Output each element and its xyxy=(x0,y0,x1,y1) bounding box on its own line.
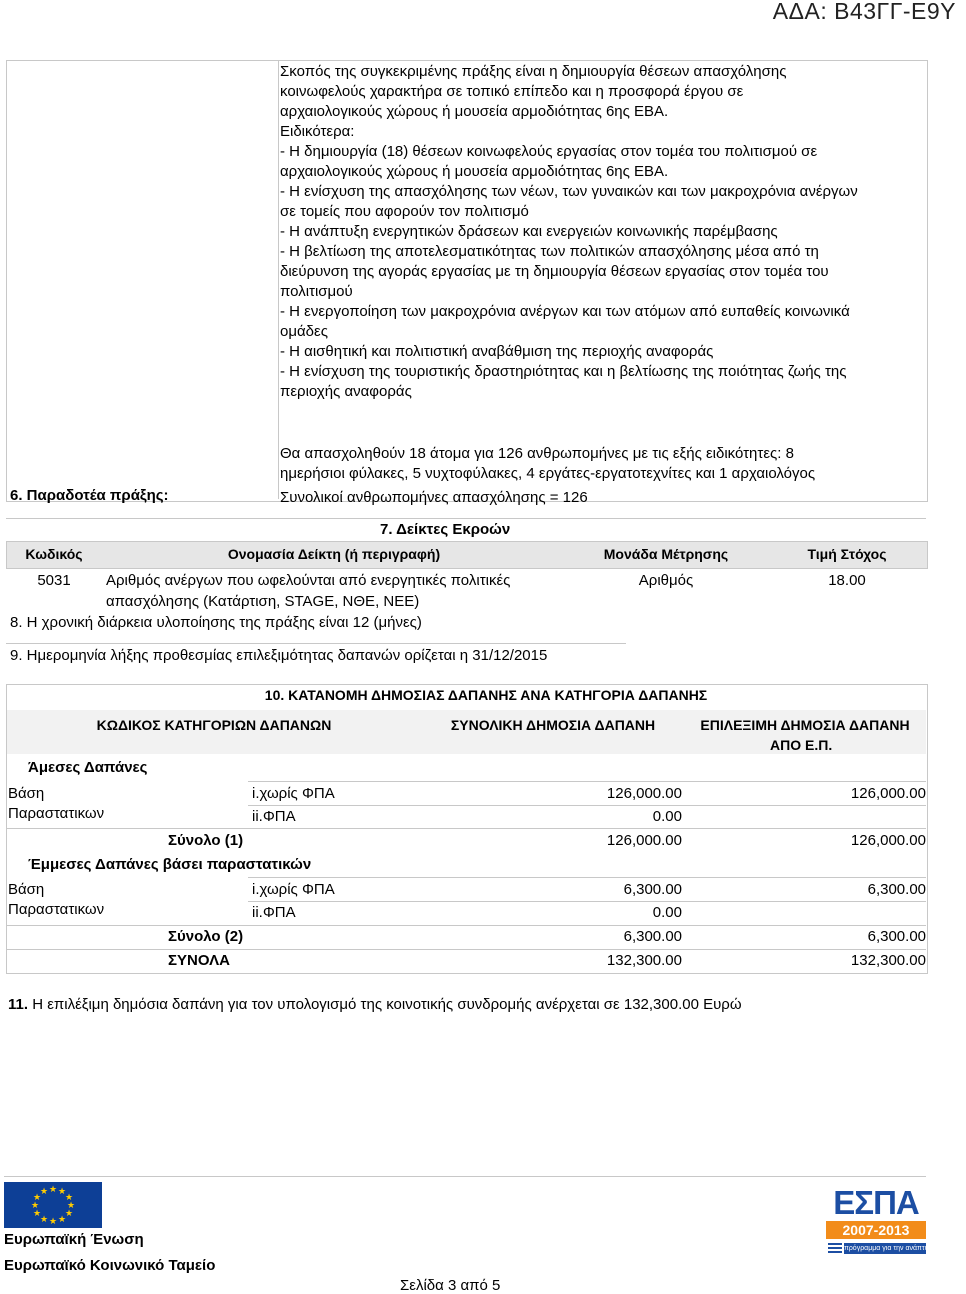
svg-text:★: ★ xyxy=(64,1209,74,1219)
indicator-name-line-2: απασχόλησης (Κατάρτιση, STAGE, ΝΘΕ, ΝΕΕ) xyxy=(106,593,420,610)
indirect-no-vat-label: i.χωρίς ΦΠΑ xyxy=(252,881,335,898)
espa-years: 2007-2013 xyxy=(826,1221,926,1239)
svg-text:★: ★ xyxy=(39,1215,49,1225)
purpose-line: ομάδες xyxy=(280,323,328,340)
indicators-header-target: Τιμή Στόχος xyxy=(807,546,887,562)
svg-text:★: ★ xyxy=(64,1193,74,1203)
direct-costs-title: Άμεσες Δαπάνες xyxy=(28,759,148,776)
eu-line-2: Ευρωπαϊκό Κοινωνικό Ταμείο xyxy=(4,1257,216,1274)
direct-no-vat-eligible: 126,000.00 xyxy=(850,785,926,802)
deadline-text: 9. Ημερομηνία λήξης προθεσμίας επιλεξιμότητας δαπανών ορίζεται η 31/12/2015 xyxy=(10,647,548,664)
purpose-text xyxy=(280,62,940,402)
indicators-header-code: Κωδικός xyxy=(25,546,83,562)
espa-tagline: πρόγραμμα για την ανάπτυξη xyxy=(844,1245,936,1252)
indirect-no-vat-eligible: 6,300.00 xyxy=(867,881,926,898)
purpose-line: αρχαιολογικούς χώρους ή μουσεία αρμοδιότητας 6ης ΕΒΑ. xyxy=(280,163,669,180)
indicators-header-unit: Μονάδα Μέτρησης xyxy=(603,546,729,562)
svg-text:★: ★ xyxy=(57,1187,67,1197)
eligible-note-text: Η επιλέξιμη δημόσια δαπάνη για τον υπολογισμό της κοινοτικής συνδρομής ανέρχεται σε 132,300.00 Ευρώ xyxy=(28,996,742,1013)
indicators-top-rule xyxy=(6,518,926,519)
eligible-note xyxy=(8,995,742,1015)
deadline-top-rule xyxy=(6,643,626,644)
indirect-costs-title: Έμμεσες Δαπάνες βάσει παραστατικών xyxy=(28,856,312,873)
purpose-line: - Η βελτίωση της αποτελεσματικότητας των πολιτικών απασχόλησης μέσα από τη xyxy=(280,243,819,260)
svg-text:★: ★ xyxy=(48,1185,58,1195)
svg-text:★: ★ xyxy=(39,1187,49,1197)
page-number: Σελίδα 3 από 5 xyxy=(400,1277,501,1294)
indirect-rule-2 xyxy=(248,901,926,902)
eu-stars-icon xyxy=(4,1182,102,1228)
allocation-header-eligible-1: ΕΠΙΛΕΞΙΜΗ ΔΗΜΟΣΙΑ ΔΑΠΑΝΗ xyxy=(700,717,910,733)
svg-text:★: ★ xyxy=(30,1201,40,1211)
indicator-target: 18.00 xyxy=(828,572,866,589)
purpose-line: περιοχής αναφοράς xyxy=(280,383,412,400)
direct-rule-1 xyxy=(248,781,926,782)
purpose-label-cell xyxy=(7,61,279,499)
deliverables-line-1: Θα απασχοληθούν 18 άτομα για 126 ανθρωπομήνες με τις εξής ειδικότητες: 8 xyxy=(280,445,794,462)
purpose-line: - Η αισθητική και πολιτιστική αναβάθμιση της περιοχής αναφοράς xyxy=(280,343,714,360)
svg-text:★: ★ xyxy=(32,1193,42,1203)
svg-text:★: ★ xyxy=(48,1217,58,1227)
indirect-subtotal-total: 6,300.00 xyxy=(623,928,682,945)
direct-vat-label: ii.ΦΠΑ xyxy=(252,808,296,825)
direct-rule-3 xyxy=(6,828,926,829)
deliverables-line-2: ημερήσιοι φύλακες, 5 νυχτοφύλακες, 4 εργάτες-εργατοτεχνίτες και 1 αρχαιολόγος xyxy=(280,465,816,482)
indicator-name-line-1: Αριθμός ανέργων που ωφελούνται από ενεργητικές πολιτικές xyxy=(106,572,511,589)
duration-text: 8. Η χρονική διάρκεια υλοποίησης της πράξης είναι 12 (μήνες) xyxy=(10,614,422,631)
deliverables-label: 6. Παραδοτέα πράξης: xyxy=(10,487,169,504)
direct-no-vat-label: i.χωρίς ΦΠΑ xyxy=(252,785,335,802)
eu-flag xyxy=(4,1182,102,1228)
purpose-line: διεύρυνση της αγοράς εργασίας με τη δημιουργία θέσεων εργασίας στον τομέα του xyxy=(280,263,829,280)
svg-text:★: ★ xyxy=(66,1201,76,1211)
indirect-rule-3 xyxy=(6,925,926,926)
indirect-base-label-1: Βάση xyxy=(8,881,45,898)
purpose-line: πολιτισμού xyxy=(280,283,353,300)
espa-text: ΕΣΠΑ xyxy=(833,1184,919,1221)
svg-text:★: ★ xyxy=(32,1209,42,1219)
eu-line-1: Ευρωπαϊκή Ένωση xyxy=(4,1231,144,1248)
direct-subtotal-total: 126,000.00 xyxy=(606,832,682,849)
direct-no-vat-total: 126,000.00 xyxy=(606,785,682,802)
allocation-title: 10. ΚΑΤΑΝΟΜΗ ΔΗΜΟΣΙΑΣ ΔΑΠΑΝΗΣ ΑΝΑ ΚΑΤΗΓΟΡΙΑ ΔΑΠΑΝΗΣ xyxy=(264,687,708,703)
totals-eligible: 132,300.00 xyxy=(850,952,926,969)
indirect-rule-1 xyxy=(248,877,926,878)
allocation-header-total: ΣΥΝΟΛΙΚΗ ΔΗΜΟΣΙΑ ΔΑΠΑΝΗ xyxy=(450,717,656,733)
indirect-base-label-2: Παραστατικων xyxy=(8,901,105,918)
indicator-unit: Αριθμός xyxy=(638,572,694,589)
greek-flag-icon xyxy=(828,1243,842,1253)
purpose-line: - Η ενεργοποίηση των μακροχρόνια ανέργων και των ατόμων από ευπαθείς κοινωνικά xyxy=(280,303,850,320)
indicators-title: 7. Δείκτες Εκροών xyxy=(380,521,511,538)
totals-total: 132,300.00 xyxy=(606,952,682,969)
direct-subtotal-label: Σύνολο (1) xyxy=(168,832,244,849)
purpose-line: Ειδικότερα: xyxy=(280,123,355,140)
indirect-no-vat-total: 6,300.00 xyxy=(623,881,682,898)
direct-vat-total: 0.00 xyxy=(652,808,682,825)
indicators-header-name: Ονομασία Δείκτη (ή περιγραφή) xyxy=(227,546,441,562)
espa-logo xyxy=(826,1184,936,1256)
indicator-code: 5031 xyxy=(37,572,71,589)
indirect-vat-total: 0.00 xyxy=(652,904,682,921)
direct-subtotal-eligible: 126,000.00 xyxy=(850,832,926,849)
purpose-line: - Η ενίσχυση της απασχόλησης των νέων, των γυναικών και των μακροχρόνια ανέργων xyxy=(280,183,858,200)
deliverables-line-3: Συνολικοί ανθρωπομήνες απασχόλησης = 126 xyxy=(280,489,588,506)
allocation-header-category: ΚΩΔΙΚΟΣ ΚΑΤΗΓΟΡΙΩΝ ΔΑΠΑΝΩΝ xyxy=(96,717,332,733)
purpose-line: αρχαιολογικούς χώρους ή μουσεία αρμοδιότητας 6ης ΕΒΑ. xyxy=(280,103,669,120)
purpose-line: - Η ανάπτυξη ενεργητικών δράσεων και ενεργειών κοινωνικής παρέμβασης xyxy=(280,223,778,240)
direct-base-label-1: Βάση xyxy=(8,785,45,802)
allocation-header-eligible-2: ΑΠΟ Ε.Π. xyxy=(770,737,833,753)
direct-base-label-2: Παραστατικων xyxy=(8,805,105,822)
totals-label: ΣΥΝΟΛΑ xyxy=(168,952,230,969)
indirect-vat-label: ii.ΦΠΑ xyxy=(252,904,296,921)
totals-rule xyxy=(6,949,926,950)
purpose-line: - Η ενίσχυση της τουριστικής δραστηριότητας και η βελτίωσης της ποιότητας ζωής της xyxy=(280,363,847,380)
indirect-subtotal-label: Σύνολο (2) xyxy=(168,928,244,945)
purpose-line: Σκοπός της συγκεκριμένης πράξης είναι η δημιουργία θέσεων απασχόλησης xyxy=(280,63,787,80)
direct-rule-2 xyxy=(248,805,926,806)
ada-code: ΑΔΑ: Β43ΓΓ-Ε9Υ xyxy=(772,0,956,24)
eligible-note-number: 11. xyxy=(8,996,29,1013)
svg-text:★: ★ xyxy=(57,1215,67,1225)
indirect-subtotal-eligible: 6,300.00 xyxy=(867,928,926,945)
footer-rule xyxy=(4,1176,926,1177)
purpose-line: κοινωφελούς χαρακτήρα σε τοπικό επίπεδο και η προσφορά έργου σε xyxy=(280,83,744,100)
purpose-line: - Η δημιουργία (18) θέσεων κοινωφελούς εργασίας στον τομέα του πολιτισμού σε xyxy=(280,143,818,160)
purpose-line: σε τομείς που αφορούν τον πολιτισμό xyxy=(280,203,529,220)
